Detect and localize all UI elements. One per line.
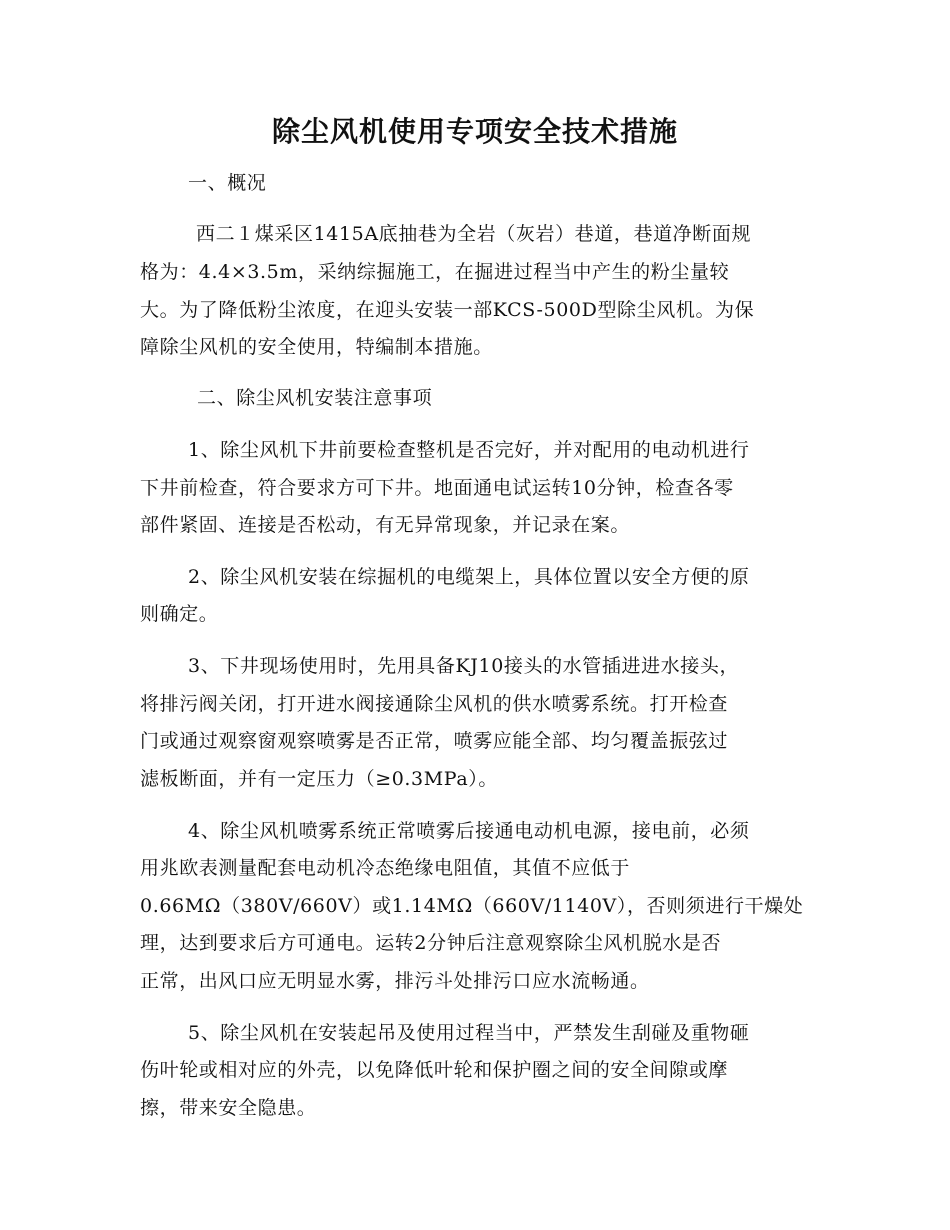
list-item-line: 伤叶轮或相对应的外壳，以免降低叶轮和保护圈之间的安全间隙或摩 (140, 1059, 729, 1081)
list-item-line: 5、除尘风机在安装起吊及使用过程当中，严禁发生刮碰及重物砸 (188, 1022, 750, 1044)
list-item-line: 将排污阀关闭，打开进水阀接通除尘风机的供水喷雾系统。打开检查 (140, 693, 729, 715)
list-item-line: 4、除尘风机喷雾系统正常喷雾后接通电动机电源，接电前，必须 (188, 820, 750, 842)
list-item-line: 1、除尘风机下井前要检查整机是否完好，并对配用的电动机进行 (188, 439, 750, 461)
paragraph-line: 大。为了降低粉尘浓度，在迎头安装一部KCS-500D型除尘风机。为保 (140, 299, 755, 321)
list-item-line: 0.66MΩ（380V/660V）或1.14MΩ（660V/1140V），否则须进行干燥处 (140, 895, 804, 917)
paragraph-line: 西二１煤采区1415A底抽巷为全岩（灰岩）巷道，巷道净断面规 (196, 223, 752, 245)
list-item-line: 则确定。 (140, 603, 219, 625)
list-item-line: 正常，出风口应无明显水雾，排污斗处排污口应水流畅通。 (140, 970, 650, 992)
list-item-line: 部件紧固、连接是否松动，有无异常现象，并记录在案。 (140, 514, 631, 536)
list-item-line: 2、除尘风机安装在综掘机的电缆架上，具体位置以安全方便的原 (188, 566, 750, 588)
list-item-line: 滤板断面，并有一定压力（≥0.3MPa）。 (140, 768, 498, 790)
paragraph-line: 障除尘风机的安全使用，特编制本措施。 (140, 336, 493, 358)
section-heading-overview: 一、概况 (188, 172, 267, 194)
paragraph-line: 格为：4.4×3.5m，采纳综掘施工，在掘进过程当中产生的粉尘量较 (140, 261, 730, 283)
list-item-line: 擦，带来安全隐患。 (140, 1097, 317, 1119)
section-heading-installation: 二、除尘风机安装注意事项 (197, 387, 433, 409)
list-item-line: 3、下井现场使用时，先用具备KJ10接头的水管插进进水接头， (188, 655, 740, 677)
document-title: 除尘风机使用专项安全技术措施 (271, 115, 678, 148)
list-item-line: 理，达到要求后方可通电。运转2分钟后注意观察除尘风机脱水是否 (140, 932, 722, 954)
list-item-line: 下井前检查，符合要求方可下井。地面通电试运转10分钟，检查各零 (140, 477, 734, 499)
list-item-line: 用兆欧表测量配套电动机冷态绝缘电阻值，其值不应低于 (140, 857, 631, 879)
list-item-line: 门或通过观察窗观察喷雾是否正常，喷雾应能全部、均匀覆盖振弦过 (140, 730, 729, 752)
